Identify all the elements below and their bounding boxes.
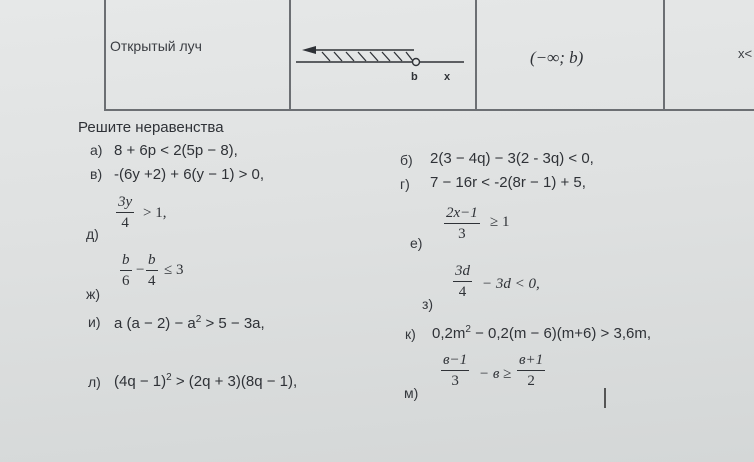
item-label-e: е)	[410, 235, 423, 251]
row-label: Открытый луч	[110, 38, 202, 54]
fraction-m-2	[517, 352, 545, 390]
denominator: 4	[121, 215, 129, 232]
fraction-bar	[453, 281, 472, 282]
fraction-e	[444, 205, 480, 243]
numerator: в+1	[519, 352, 544, 368]
fraction-bar	[120, 270, 132, 271]
denominator: 4	[148, 273, 156, 290]
fraction-m-1	[441, 352, 469, 390]
item-label-i: и)	[88, 314, 101, 330]
inequality-a: 8 + 6p < 2(5p − 8),	[114, 142, 238, 159]
inequality-b: 2(3 − 4q) − 3(2 - 3q) < 0,	[430, 150, 594, 167]
exponent: 2	[195, 314, 202, 325]
inequality-v: -(6y +2) + 6(y − 1) > 0,	[114, 166, 265, 183]
minus-sign: −	[136, 262, 145, 278]
inequality-z-rest: − 3d < 0,	[482, 276, 540, 292]
item-label-z: з)	[422, 296, 434, 312]
expr-part: > 5 − 3a,	[201, 315, 265, 332]
fraction-bar	[444, 223, 480, 224]
denominator: 3	[451, 373, 459, 390]
denominator: 6	[122, 273, 130, 290]
fraction-zh-2	[146, 252, 158, 290]
axis-point-label: b	[411, 71, 418, 83]
denominator: 2	[527, 373, 535, 390]
expr-part: 0,2m	[432, 325, 466, 342]
item-label-d: д)	[86, 226, 99, 242]
expr-part: (4q − 1)	[114, 373, 167, 390]
fraction-d	[116, 194, 134, 232]
table-border	[289, 0, 291, 110]
inequality-k	[432, 324, 651, 342]
number-line-diagram	[296, 36, 466, 86]
cut-off-text: x<	[738, 46, 753, 61]
denominator: 3	[458, 226, 466, 243]
exponent: 2	[465, 324, 471, 335]
inequality-g: 7 − 16r < -2(8r − 1) + 5,	[430, 174, 586, 191]
item-label-m: м)	[404, 385, 419, 401]
expr-part: − 0,2(m − 6)(m+6) > 3,6m,	[470, 325, 651, 342]
numerator: 3d	[455, 263, 470, 279]
table-border-bottom	[104, 109, 754, 111]
inequality-zh-rest: ≤ 3	[164, 262, 184, 278]
item-label-v: в)	[90, 166, 103, 182]
expr-part: a (a − 2) − a	[114, 315, 196, 332]
axis-variable-label: x	[444, 71, 451, 83]
fraction-bar	[116, 212, 134, 213]
inequality-e-rest: ≥ 1	[490, 214, 510, 230]
item-label-a: а)	[90, 142, 103, 158]
item-label-b: б)	[400, 152, 413, 168]
table-border-left	[104, 0, 106, 110]
inequality-m-mid: − в ≥	[479, 366, 512, 382]
numerator: в−1	[443, 352, 468, 368]
item-label-zh: ж)	[86, 286, 101, 302]
inequality-l	[114, 372, 297, 390]
table-border	[475, 0, 477, 110]
text-cursor	[604, 388, 606, 408]
fraction-bar	[146, 270, 158, 271]
exponent: 2	[166, 372, 172, 383]
fraction-zh-1	[120, 252, 132, 290]
item-label-k: к)	[405, 326, 416, 342]
expr-part: > (2q + 3)(8q − 1),	[171, 373, 298, 390]
item-label-l: л)	[88, 374, 101, 390]
denominator: 4	[458, 284, 467, 301]
fraction-bar	[517, 370, 545, 371]
numerator: 2x−1	[446, 205, 478, 221]
fraction-z	[453, 263, 472, 301]
inequality-i	[114, 314, 265, 332]
numerator: b	[122, 252, 130, 268]
interval-notation: (−∞; b)	[530, 48, 584, 67]
item-label-g: г)	[400, 176, 410, 192]
exercise-heading: Решите неравенства	[78, 119, 224, 136]
inequality-d-rest: > 1,	[143, 205, 167, 221]
numerator: b	[148, 252, 156, 268]
fraction-bar	[441, 370, 469, 371]
numerator: 3y	[118, 194, 133, 210]
table-border	[663, 0, 665, 110]
intervals-table	[0, 0, 754, 125]
